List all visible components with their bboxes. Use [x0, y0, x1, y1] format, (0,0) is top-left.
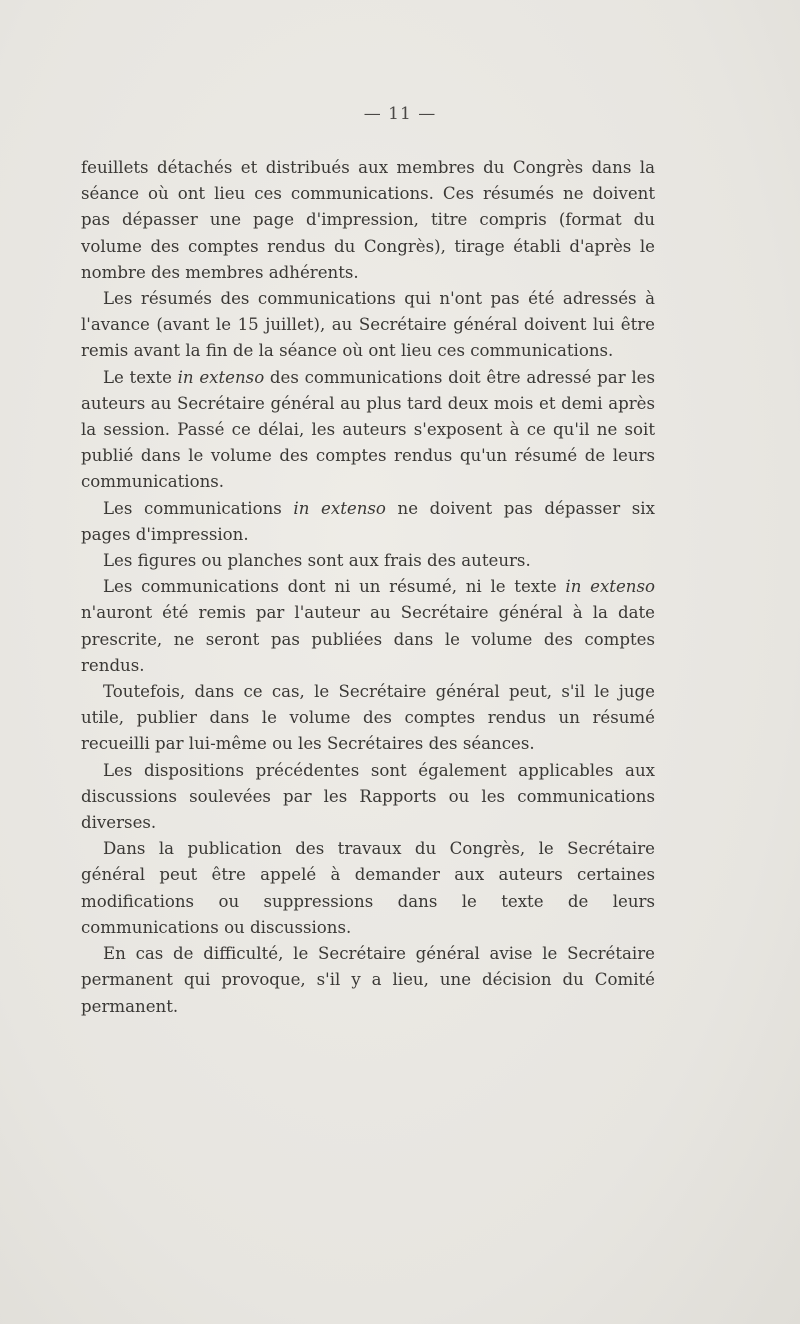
paragraph-text: n'auront été remis par l'auteur au Secrétaire général à la date prescrite, ne seront pas publiées dans le volume des comptes rendus.: [81, 603, 655, 675]
paragraph-text: Les dispositions précédentes sont également applicables aux discussions soulevées par les Rapports ou les communications diverses.: [81, 760, 655, 833]
paragraph-toutefois: [81, 679, 655, 758]
italic-phrase: in extenso: [177, 367, 265, 387]
paragraph-text: ne doivent pas dépasser six pages d'impression.: [81, 498, 655, 544]
paragraph-text: Le texte: [103, 367, 178, 387]
paragraph-text: Dans la publication des travaux du Congrès, le Secrétaire général peut être appelé à demander aux auteurs certaines modifications ou suppressions dans le texte de leurs communications ou discussions.: [81, 839, 655, 937]
paragraph-text: Les communications dont ni un résumé, ni le texte: [103, 577, 566, 597]
paragraph-text: Les figures ou planches sont aux frais des auteurs.: [103, 551, 531, 571]
paragraph-publication: [81, 836, 655, 941]
paragraph-continuation: [81, 155, 655, 286]
paragraph-non-publiees: [81, 574, 655, 679]
paragraph-text: Les résumés des communications qui n'ont pas été adressés à l'avance (avant le 15 juillet), au Secrétaire général doivent lui être remis avant la fin de la séance où ont lieu ces communications.: [81, 289, 655, 361]
paragraph-text: feuillets détachés et distribués aux membres du Congrès dans la séance où ont lieu ces communications. Ces résumés ne doivent pas dépasser une page d'impression, titre compris (format du volume des comptes rendus du Congrès), tirage établi d'après le nombre des membres adhérents.: [81, 158, 655, 282]
italic-phrase: in extenso: [565, 577, 655, 597]
paragraph-text: Toutefois, dans ce cas, le Secrétaire général peut, s'il le juge utile, publier dans le volume des comptes rendus un résumé recueilli par lui-même ou les Secrétaires des séances.: [81, 682, 655, 754]
paragraph-resumes-avance: [81, 286, 655, 365]
paragraph-text: Les communications: [103, 498, 294, 518]
paragraph-dispositions: [81, 758, 655, 837]
paragraph-difficulte: [81, 941, 655, 1020]
italic-phrase: in extenso: [293, 498, 386, 518]
page-number: — 11 —: [363, 104, 437, 124]
paragraph-text: En cas de difficulté, le Secrétaire général avise le Secrétaire permanent qui provoque, s'il y a lieu, une décision du Comité permanent.: [81, 944, 655, 1016]
paragraph-figures: [81, 548, 655, 574]
body-text: [81, 155, 655, 1020]
paragraph-texte-in-extenso: [81, 365, 655, 496]
paragraph-limite-pages: [81, 496, 655, 548]
paragraph-text: des communications doit être adressé par les auteurs au Secrétaire général au plus tard deux mois et demi après la session. Passé ce délai, les auteurs s'exposent à ce qu'il ne soit publié dans le volume des comptes rendus qu'un résumé de leurs communications.: [81, 367, 655, 492]
